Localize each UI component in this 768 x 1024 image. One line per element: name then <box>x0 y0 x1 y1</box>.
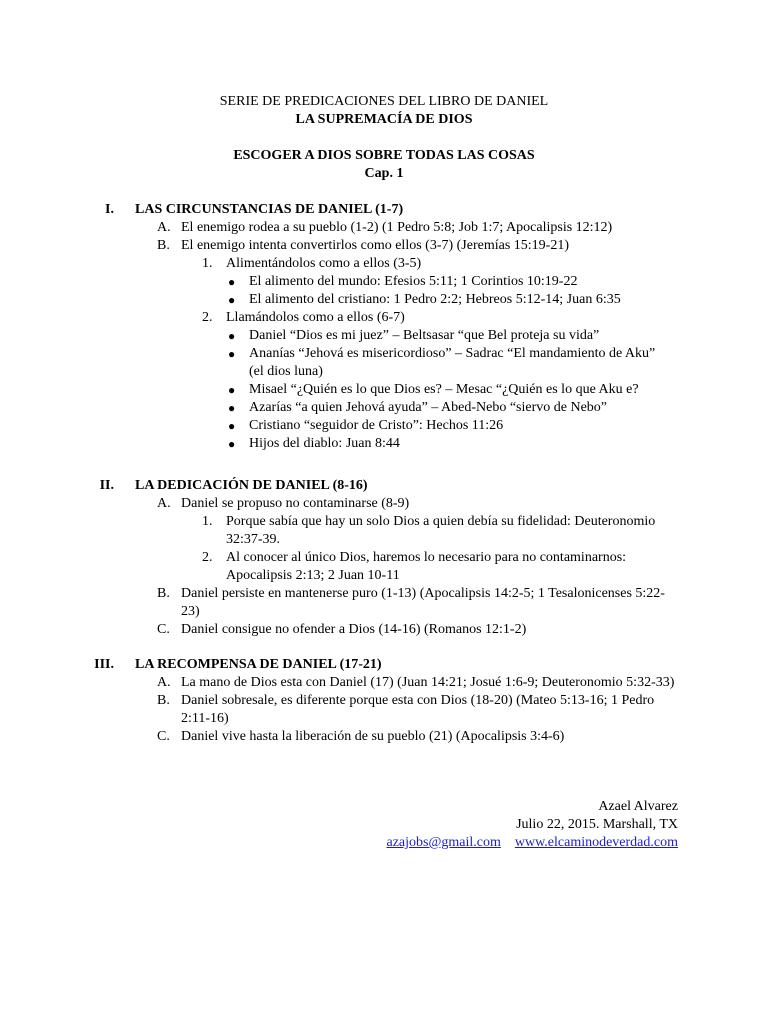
bullet-item: ● Cristiano “seguidor de Cristo”: Hechos 11:26 <box>228 418 504 433</box>
section-heading <box>0 477 768 495</box>
section-title: LA DEDICACIÓN DE DANIEL (8-16) <box>135 478 368 493</box>
bullet-icon: ● <box>228 419 236 433</box>
outline-item: C. Daniel vive hasta la liberación de su pueblo (21) (Apocalipsis 3:4-6) <box>157 729 565 744</box>
website-link[interactable]: www.elcaminodeverdad.com <box>514 835 678 850</box>
section-heading <box>0 201 768 219</box>
chapter-label: Cap. 1 <box>364 166 404 181</box>
bullet-icon: ● <box>228 293 236 307</box>
section-number: I. <box>105 202 114 217</box>
bullet-icon: ● <box>228 329 236 343</box>
section-number: II. <box>99 478 114 493</box>
section-title: LA RECOMPENSA DE DANIEL (17-21) <box>135 657 382 672</box>
outline-subitem: 2. Al conocer al único Dios, haremos lo necesario para no contaminarnos: Apocalipsis 2:13; 2 Juan 10-11 <box>202 550 627 583</box>
signature-block <box>387 798 679 852</box>
outline-item: B. El enemigo intenta convertirlos como ellos (3-7) (Jeremías 15:19-21) <box>157 238 570 253</box>
date-place: Julio 22, 2015. Marshall, TX <box>516 817 678 832</box>
outline-item: A. La mano de Dios esta con Daniel (17) (Juan 14:21; Josué 1:6-9; Deuteronomio 5:32-33) <box>157 675 675 690</box>
section-title: LAS CIRCUNSTANCIAS DE DANIEL (1-7) <box>135 202 404 217</box>
bullet-item: ● Daniel “Dios es mi juez” – Beltsasar “que Bel proteja su vida” <box>228 328 600 343</box>
outline-subitem: 1. Porque sabía que hay un solo Dios a quien debía su fidelidad: Deuteronomio 32:37-39. <box>202 514 656 547</box>
bullet-icon: ● <box>228 347 236 361</box>
outline-item: A. Daniel se propuso no contaminarse (8-9) <box>157 496 410 511</box>
bullet-icon: ● <box>228 275 236 289</box>
series-subtitle: LA SUPREMACÍA DE DIOS <box>295 112 473 127</box>
outline-subitem: 2. Llamándolos como a ellos (6-7) <box>202 310 405 325</box>
bullet-icon: ● <box>228 383 236 397</box>
bullet-item: ● Azarías “a quien Jehová ayuda” – Abed-Nebo “siervo de Nebo” <box>228 400 608 415</box>
outline-item: B. Daniel persiste en mantenerse puro (1-13) (Apocalipsis 14:2-5; 1 Tesalonicenses 5:22-23) <box>157 586 665 619</box>
document-header <box>0 93 768 183</box>
section-1 <box>0 201 768 453</box>
sermon-title: ESCOGER A DIOS SOBRE TODAS LAS COSAS <box>233 148 535 163</box>
outline-subitem: 1. Alimentándolos como a ellos (3-5) <box>202 256 422 271</box>
section-3 <box>0 656 768 746</box>
outline-item: C. Daniel consigue no ofender a Dios (14-16) (Romanos 12:1-2) <box>157 622 527 637</box>
email-link[interactable]: azajobs@gmail.com <box>386 835 501 850</box>
series-title: SERIE DE PREDICACIONES DEL LIBRO DE DANIEL <box>219 94 549 109</box>
bullet-item: ● El alimento del mundo: Efesios 5:11; 1 Corintios 10:19-22 <box>228 274 578 289</box>
bullet-icon: ● <box>228 401 236 415</box>
bullet-item: ● Ananías “Jehová es misericordioso” – Sadrac “El mandamiento de Aku” (el dios luna) <box>228 346 656 379</box>
section-2 <box>0 477 768 639</box>
bullet-item: ● Hijos del diablo: Juan 8:44 <box>228 436 400 451</box>
bullet-icon: ● <box>228 437 236 451</box>
bullet-item: ● El alimento del cristiano: 1 Pedro 2:2; Hebreos 5:12-14; Juan 6:35 <box>228 292 621 307</box>
outline-item: A. El enemigo rodea a su pueblo (1-2) (1 Pedro 5:8; Job 1:7; Apocalipsis 12:12) <box>157 220 613 235</box>
section-heading <box>0 656 768 674</box>
section-number: III. <box>94 657 114 672</box>
outline-item: B. Daniel sobresale, es diferente porque esta con Dios (18-20) (Mateo 5:13-16; 1 Pedro 2:11-16) <box>157 693 655 726</box>
bullet-item: ● Misael “¿Quién es lo que Dios es? – Mesac “¿Quién es lo que Aku e? <box>228 382 639 397</box>
author-name: Azael Alvarez <box>598 799 678 814</box>
